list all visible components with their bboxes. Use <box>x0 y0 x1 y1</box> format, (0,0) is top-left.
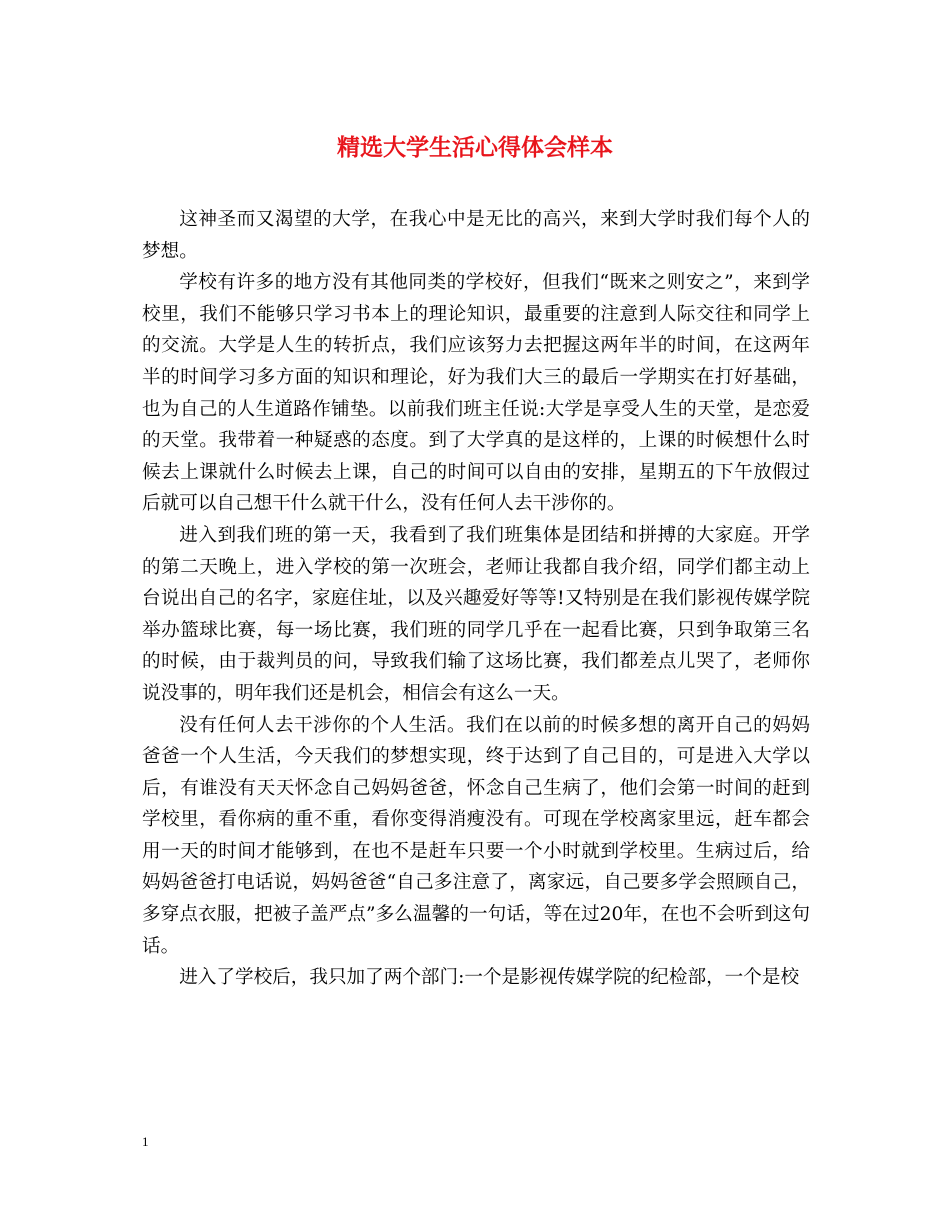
page-number: 1 <box>142 1134 149 1149</box>
paragraph-2: 学校有许多的地方没有其他同类的学校好，但我们“既来之则安之”，来到学校里，我们不能够只学习书本上的理论知识，最重要的注意到人际交往和同学上的交流。大学是人生的转折点，我们应该努力去把握这两年半的时间，在这两年半的时间学习多方面的知识和理论，好为我们大三的最后一学期实在打好基础，也为自己的人生道路作铺垫。以前我们班主任说:大学是享受人生的天堂，是恋爱的天堂。我带着一种疑惑的态度。到了大学真的是这样的，上课的时候想什么时候去上课就什么时候去上课，自己的时间可以自由的安排，星期五的下午放假过后就可以自己想干什么就干什么，没有任何人去干涉你的。 <box>142 272 810 515</box>
document-body <box>142 204 810 994</box>
paragraph-4: 没有任何人去干涉你的个人生活。我们在以前的时候多想的离开自己的妈妈爸爸一个人生活，今天我们的梦想实现，终于达到了自己目的，可是进入大学以后，有谁没有天天怀念自己妈妈爸爸，怀念自己生病了，他们会第一时间的赶到学校里，看你病的重不重，看你变得消瘦没有。可现在学校离家里远，赶车都会用一天的时间才能够到，在也不是赶车只要一个小时就到学校里。生病过后，给妈妈爸爸打电话说，妈妈爸爸“自己多注意了，离家远，自己要多学会照顾自己，多穿点衣服，把被子盖严点”多么温馨的一句话，等在过20年，在也不会听到这句话。 <box>142 714 810 957</box>
document-title: 精选大学生活心得体会样本 <box>337 134 613 161</box>
paragraph-3: 进入到我们班的第一天，我看到了我们班集体是团结和拼搏的大家庭。开学的第二天晚上，进入学校的第一次班会，老师让我都自我介绍，同学们都主动上台说出自己的名字，家庭住址，以及兴趣爱好等等!又特别是在我们影视传媒学院举办篮球比赛，每一场比赛，我们班的同学几乎在一起看比赛，只到争取第三名的时候，由于裁判员的问，导致我们输了这场比赛，我们都差点儿哭了，老师你说没事的，明年我们还是机会，相信会有这么一天。 <box>142 524 810 704</box>
paragraph-5: 进入了学校后，我只加了两个部门:一个是影视传媒学院的纪检部，一个是校 <box>179 967 800 989</box>
paragraph-1: 这神圣而又渴望的大学，在我心中是无比的高兴，来到大学时我们每个人的梦想。 <box>142 209 810 262</box>
